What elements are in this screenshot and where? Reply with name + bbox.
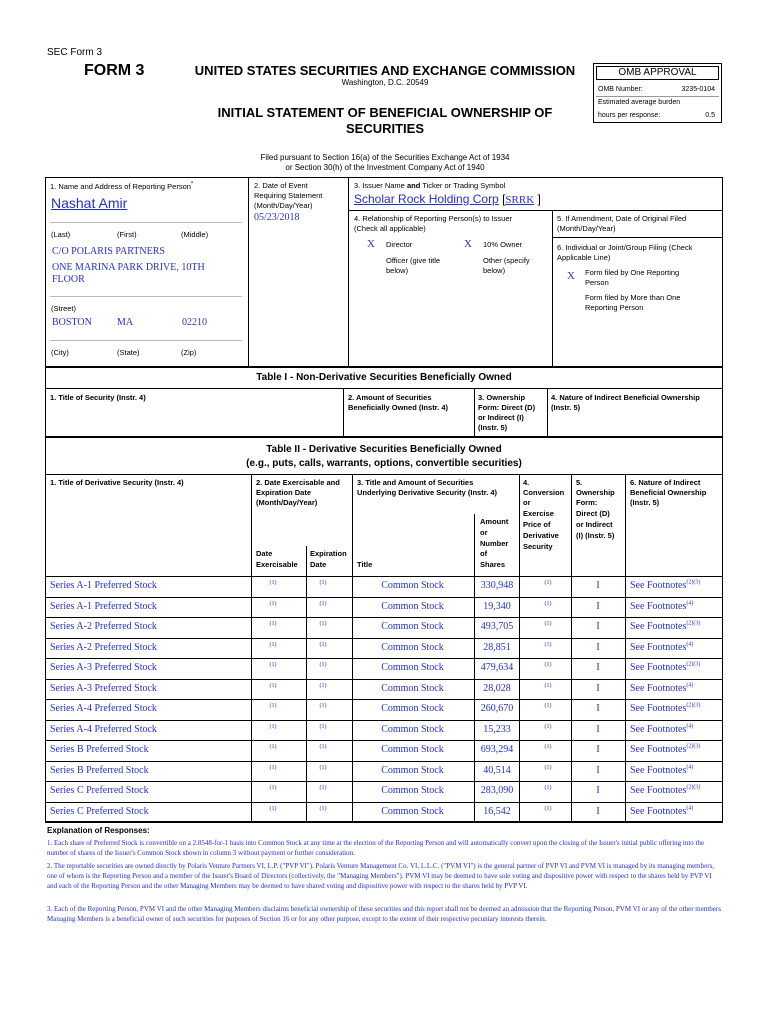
t1-col4-header-a: 4. Nature of Indirect Beneficial Ownership: [551, 393, 700, 402]
ticker-open-bracket: [: [502, 192, 506, 206]
conversion-price: (1): [544, 641, 552, 648]
omb-hours-label: hours per response:: [598, 112, 661, 119]
derivative-title[interactable]: Series A-3 Preferred Stock: [50, 682, 157, 694]
date-exercisable: (1): [269, 621, 277, 627]
footnote-ref: (2)(3): [686, 661, 701, 668]
ownership-nature-text: See Footnotes: [630, 580, 687, 591]
more-person-label-2: Reporting Person: [585, 303, 644, 312]
t2-col6-header-b: Beneficial Ownership: [630, 488, 707, 497]
sec-form-label: SEC Form 3: [47, 47, 103, 58]
table-row: [45, 597, 723, 617]
t2-col3-header-a: 3. Title and Amount of Securities: [357, 478, 474, 487]
ownership-nature-text: See Footnotes: [630, 600, 687, 612]
t2-col4-header-g: Security: [523, 542, 553, 551]
underlying-title[interactable]: Common Stock: [381, 723, 444, 735]
t2-col5-header-e: or Indirect: [576, 520, 613, 529]
t2-col2-header-a: 2. Date Exercisable and: [256, 478, 340, 487]
derivative-title[interactable]: Series A-1 Preferred Stock: [50, 580, 157, 591]
ten-percent-owner-checkbox[interactable]: X: [464, 238, 472, 250]
amendment-label-2: (Month/Day/Year): [557, 224, 616, 233]
amendment-label-1: 5. If Amendment, Date of Original Filed: [557, 214, 687, 223]
footnote-ref: (2)(3): [686, 579, 701, 586]
t2-sub-title: Title: [357, 560, 373, 569]
date-exercisable: (1): [269, 580, 277, 586]
ownership-nature-text: See Footnotes: [630, 723, 687, 735]
footnote-ref: (4): [686, 764, 694, 771]
ownership-form: I: [596, 682, 600, 694]
filed-pursuant-line2: or Section 30(h) of the Investment Company Act of 1940: [285, 163, 485, 172]
expiration-date: (1): [319, 723, 327, 730]
agency-location: Washington, D.C. 20549: [341, 78, 429, 87]
date-exercisable: (1): [269, 764, 277, 771]
footnote-ref: (4): [686, 682, 694, 689]
ownership-nature-text: See Footnotes: [630, 621, 687, 632]
underlying-amount: 693,294: [480, 744, 514, 755]
other-label-2: below): [483, 266, 506, 275]
date-exercisable: (1): [269, 662, 277, 668]
t1-col1-header: 1. Title of Security (Instr. 4): [50, 393, 146, 402]
footnote-ref: (4): [686, 805, 694, 812]
ownership-nature: [630, 785, 700, 796]
expiration-date: (1): [319, 744, 327, 750]
officer-label-1: Officer (give title: [386, 256, 441, 265]
conversion-price: (1): [544, 662, 552, 668]
footnote-ref: (2)(3): [686, 620, 701, 627]
underlying-amount: 19,340: [483, 600, 511, 612]
underlying-title[interactable]: Common Stock: [381, 744, 444, 755]
omb-burden-label: Estimated average burden: [598, 99, 681, 106]
date-exercisable: (1): [269, 600, 277, 607]
t2-sub-amount-2: Number: [480, 539, 509, 548]
state-label: (State): [117, 348, 140, 357]
table-row: [45, 679, 723, 699]
expiration-date: (1): [319, 600, 327, 607]
footnote-ref: (4): [686, 641, 694, 648]
derivative-title[interactable]: Series B Preferred Stock: [50, 744, 149, 755]
filed-pursuant-line1: Filed pursuant to Section 16(a) of the Securities Exchange Act of 1934: [260, 153, 510, 162]
zip-value: 02210: [182, 317, 207, 328]
underlying-title[interactable]: Common Stock: [381, 764, 444, 776]
underlying-title[interactable]: Common Stock: [381, 785, 444, 796]
derivative-title[interactable]: Series A-1 Preferred Stock: [50, 600, 157, 612]
derivative-title[interactable]: Series C Preferred Stock: [50, 785, 149, 796]
city-value: BOSTON: [52, 317, 92, 328]
ownership-nature: [630, 642, 693, 653]
relationship-label-1: 4. Relationship of Reporting Person(s) to Issuer: [354, 214, 512, 223]
t2-col1-header: 1. Title of Derivative Security (Instr. 4): [50, 478, 184, 487]
ownership-form: I: [596, 785, 600, 796]
address-line3: FLOOR: [52, 274, 85, 285]
date-exercisable: (1): [269, 703, 277, 709]
t2-sub-exercisable: Exercisable: [256, 560, 298, 569]
ownership-form: I: [596, 621, 600, 632]
underlying-title[interactable]: Common Stock: [381, 641, 444, 653]
derivative-title[interactable]: Series A-2 Preferred Stock: [50, 641, 157, 653]
expiration-date: (1): [319, 580, 327, 586]
date-exercisable: (1): [269, 682, 277, 689]
director-checkbox[interactable]: X: [367, 238, 375, 250]
relationship-label-2: (Check all applicable): [354, 224, 426, 233]
table-2-title-2: (e.g., puts, calls, warrants, options, convertible securities): [246, 458, 522, 469]
zip-label: (Zip): [181, 348, 197, 357]
event-date-label-1: 2. Date of Event: [254, 181, 308, 190]
t2-col3-header-b: Underlying Derivative Security (Instr. 4): [357, 488, 498, 497]
table-row: [45, 576, 723, 596]
conversion-price: (1): [544, 723, 552, 730]
derivative-title[interactable]: Series A-3 Preferred Stock: [50, 662, 157, 673]
last-label: (Last): [51, 230, 71, 239]
date-exercisable: (1): [269, 785, 277, 791]
form-title-line2: SECURITIES: [345, 121, 424, 136]
reporting-person-name[interactable]: Nashat Amir: [51, 195, 128, 211]
underlying-amount: 16,542: [483, 805, 511, 817]
footnote-ref: (2)(3): [686, 702, 701, 709]
ownership-nature-text: See Footnotes: [630, 785, 687, 796]
t2-col6-header-a: 6. Nature of Indirect: [630, 478, 701, 487]
omb-approval-title: OMB APPROVAL: [596, 66, 719, 80]
state-value: MA: [117, 317, 134, 328]
date-exercisable: (1): [269, 805, 277, 812]
omb-number-value: 3235-0104: [681, 86, 715, 93]
footnote-ref: (2)(3): [686, 784, 701, 791]
ownership-form: I: [596, 723, 600, 735]
conversion-price: (1): [544, 764, 552, 771]
first-label: (First): [117, 230, 137, 239]
derivative-title[interactable]: Series B Preferred Stock: [50, 764, 149, 776]
t1-col4-header-b: (Instr. 5): [551, 403, 581, 412]
ownership-nature-text: See Footnotes: [630, 744, 687, 755]
expiration-date: (1): [319, 621, 327, 627]
t1-col3-header-b: Form: Direct (D): [478, 403, 536, 412]
table-row: [45, 761, 723, 781]
conversion-price: (1): [544, 600, 552, 607]
derivative-title[interactable]: Series A-4 Preferred Stock: [50, 703, 157, 714]
date-exercisable: (1): [269, 744, 277, 750]
t2-sub-amount-1: or: [480, 528, 488, 537]
ownership-nature: [630, 744, 700, 755]
filing-label-2: Applicable Line): [557, 253, 611, 262]
derivative-title[interactable]: Series A-2 Preferred Stock: [50, 621, 157, 632]
t2-col4-header-e: Price of: [523, 520, 551, 529]
explanation-item-3: 3. Each of the Reporting Person, PVM VI and the other Managing Members disclaims beneficial ownership of these securities and this report shall not be deemed an admission that the Reporting Person, PVM VI or any of the other members Managing Members is a beneficial owner of such securities for purposes of Section 16 or for any other purpose, except to the extent of their respective pecuniary interests therein.: [47, 905, 721, 923]
underlying-amount: 330,948: [480, 580, 514, 591]
form-number: FORM 3: [84, 62, 145, 79]
ownership-form: I: [596, 600, 600, 612]
ownership-nature-text: See Footnotes: [630, 703, 687, 714]
conversion-price: (1): [544, 580, 552, 586]
street-label: (Street): [51, 304, 77, 313]
t2-sub-amount-0: Amount: [480, 517, 509, 526]
t2-col4-header-f: Derivative: [523, 531, 559, 540]
underlying-amount: 493,705: [480, 621, 514, 632]
expiration-date: (1): [319, 641, 327, 648]
underlying-title[interactable]: Common Stock: [381, 600, 444, 612]
underlying-amount: 479,634: [480, 662, 514, 673]
date-exercisable: (1): [269, 641, 277, 648]
underlying-title[interactable]: Common Stock: [381, 621, 444, 632]
underlying-amount: 15,233: [483, 723, 511, 735]
table-2-title-1: Table II - Derivative Securities Beneficially Owned: [266, 444, 502, 455]
expiration-date: (1): [319, 662, 327, 668]
ownership-form: I: [596, 744, 600, 755]
underlying-title[interactable]: Common Stock: [381, 662, 444, 673]
table-row: [45, 720, 723, 740]
event-date-label-3: (Month/Day/Year): [254, 201, 313, 210]
ticker-close-bracket: ]: [537, 192, 541, 206]
table-row: [45, 699, 723, 719]
t2-col5-header-a: 5.: [576, 478, 583, 487]
t2-sub-date: Date: [256, 549, 273, 558]
ownership-nature: [630, 703, 700, 714]
expiration-date: (1): [319, 703, 327, 709]
form-title-line1: INITIAL STATEMENT OF BENEFICIAL OWNERSHIP OF: [217, 105, 553, 120]
conversion-price: (1): [544, 785, 552, 791]
omb-number-label: OMB Number:: [598, 86, 643, 93]
table-row: [45, 740, 723, 760]
ownership-nature-text: See Footnotes: [630, 682, 687, 694]
underlying-title[interactable]: Common Stock: [381, 682, 444, 694]
more-person-label-1: Form filed by More than One: [585, 293, 681, 302]
t2-sub-expiration: Expiration: [310, 549, 347, 558]
t2-col5-header-d: Direct (D): [576, 509, 610, 518]
ownership-form: I: [596, 662, 600, 673]
ownership-nature: [630, 580, 700, 591]
event-date-label-2: Requiring Statement: [254, 191, 323, 200]
ownership-nature: [630, 724, 693, 735]
underlying-amount: 28,851: [483, 641, 511, 653]
t1-col3-header-a: 3. Ownership: [478, 393, 526, 402]
filing-label-1: 6. Individual or Joint/Group Filing (Check: [557, 243, 693, 252]
ownership-nature: [630, 806, 693, 817]
ownership-form: I: [596, 641, 600, 653]
ownership-form: I: [596, 703, 600, 714]
event-date-value: 05/23/2018: [254, 212, 300, 223]
underlying-amount: 260,670: [480, 703, 514, 714]
underlying-amount: 28,028: [483, 682, 511, 694]
ownership-nature-text: See Footnotes: [630, 662, 687, 673]
ownership-nature: [630, 621, 700, 632]
footnote-ref: (2)(3): [686, 743, 701, 750]
explanation-item-1: 1. Each share of Preferred Stock is convertible on a 2.8548-for-1 basis into Common Stock at any time at the election of the Reporting Person and will automatically convert upon the closing of the Issuer's initial public offering into the number of shares of the Issuer's Common Stock shown in column 3 without payment or further consideration.: [47, 839, 705, 857]
t2-col5-header-c: Form:: [576, 498, 598, 507]
t1-col3-header-c: or Indirect (I): [478, 413, 524, 422]
explanation-item-2: 2. The reportable securities are owned directly by Polaris Venture Partners VI, L.P. ("PVP VI"). Polaris Venture Management Co. VI, L.L.C. ("PVM VI") is the general partner of PVP VI and PVM VI is managed by its managing members, one of whom is the Reporting Person and a member of the Issuer's Board of Directors (collectively, the "Managing Members"). PVM VI may be deemed to have sole voting and dispositive power with respect to the shares held by PVP VI and each of the Reporting Person and the other Managing Members may be deemed to have shared voting and dispositive power with respect to the shares held by PVP VI.: [47, 862, 715, 890]
t2-col6-header-c: (Instr. 5): [630, 498, 660, 507]
table-row: [45, 802, 723, 822]
t2-col5-header-f: (I) (Instr. 5): [576, 531, 615, 540]
conversion-price: (1): [544, 805, 552, 812]
ownership-nature-text: See Footnotes: [630, 641, 687, 653]
ten-percent-owner-label: 10% Owner: [483, 240, 523, 249]
issuer-name[interactable]: Scholar Rock Holding Corp: [354, 192, 499, 206]
issuer-name-line: [354, 192, 541, 206]
table-row: [45, 617, 723, 637]
t2-col4-header-a: 4.: [523, 478, 530, 487]
conversion-price: (1): [544, 744, 552, 750]
expiration-date: (1): [319, 764, 327, 771]
omb-hours-value: 0.5: [705, 112, 715, 119]
table-row: [45, 658, 723, 678]
underlying-amount: 40,514: [483, 764, 511, 776]
issuer-ticker[interactable]: SRRK: [505, 194, 535, 206]
footnote-ref: (4): [686, 723, 694, 730]
conversion-price: (1): [544, 621, 552, 627]
ownership-nature-text: See Footnotes: [630, 764, 687, 776]
ownership-nature: [630, 601, 693, 612]
footnote-ref: (4): [686, 600, 694, 607]
ownership-form: I: [596, 764, 600, 776]
middle-label: (Middle): [181, 230, 209, 239]
one-person-checkbox[interactable]: X: [567, 270, 575, 282]
director-label: Director: [386, 240, 413, 249]
derivative-title[interactable]: Series A-4 Preferred Stock: [50, 723, 157, 735]
agency-name: UNITED STATES SECURITIES AND EXCHANGE COMMISSION: [194, 63, 576, 78]
city-label: (City): [51, 348, 69, 357]
address-line1: C/O POLARIS PARTNERS: [52, 246, 165, 257]
t2-col5-header-b: Ownership: [576, 488, 615, 497]
date-exercisable: (1): [269, 723, 277, 730]
t1-col2-header-b: Beneficially Owned (Instr. 4): [348, 403, 449, 412]
reporting-person-label: 1. Name and Address of Reporting Person*: [50, 181, 194, 191]
ownership-form: I: [596, 580, 600, 591]
derivative-title[interactable]: Series C Preferred Stock: [50, 805, 149, 817]
underlying-amount: 283,090: [480, 785, 514, 796]
issuer-label: 3. Issuer Name and Ticker or Trading Symbol: [354, 181, 506, 190]
one-person-label-1: Form filed by One Reporting: [585, 268, 680, 277]
t1-col2-header-a: 2. Amount of Securities: [348, 393, 432, 402]
other-label-1: Other (specify: [483, 256, 530, 265]
ownership-form: I: [596, 805, 600, 817]
table-row: [45, 781, 723, 801]
t2-col2-header-b: Expiration Date: [256, 488, 312, 497]
table-row: [45, 638, 723, 658]
expiration-date: (1): [319, 805, 327, 812]
t2-col2-header-c: (Month/Day/Year): [256, 498, 318, 507]
ownership-nature: [630, 683, 693, 694]
t2-col4-header-c: or: [523, 498, 531, 507]
t2-sub-amount-4: Shares: [480, 560, 506, 569]
underlying-title[interactable]: Common Stock: [381, 703, 444, 714]
ownership-nature-text: See Footnotes: [630, 805, 687, 817]
conversion-price: (1): [544, 682, 552, 689]
t2-sub-amount-3: of: [480, 549, 488, 558]
t2-col4-header-d: Exercise: [523, 509, 554, 518]
ownership-nature: [630, 765, 693, 776]
officer-label-2: below): [386, 266, 409, 275]
address-line2: ONE MARINA PARK DRIVE, 10TH: [52, 262, 205, 273]
expiration-date: (1): [319, 785, 327, 791]
explanation-title: Explanation of Responses:: [47, 826, 150, 835]
t2-col4-header-b: Conversion: [523, 488, 565, 497]
expiration-date: (1): [319, 682, 327, 689]
t1-col3-header-d: (Instr. 5): [478, 423, 508, 432]
t2-sub-expiration-date: Date: [310, 560, 327, 569]
underlying-title[interactable]: Common Stock: [381, 580, 444, 591]
table-1-title: Table I - Non-Derivative Securities Beneficially Owned: [256, 372, 512, 383]
ownership-nature: [630, 662, 700, 673]
one-person-label-2: Person: [585, 278, 609, 287]
conversion-price: (1): [544, 703, 552, 709]
underlying-title[interactable]: Common Stock: [381, 805, 444, 817]
